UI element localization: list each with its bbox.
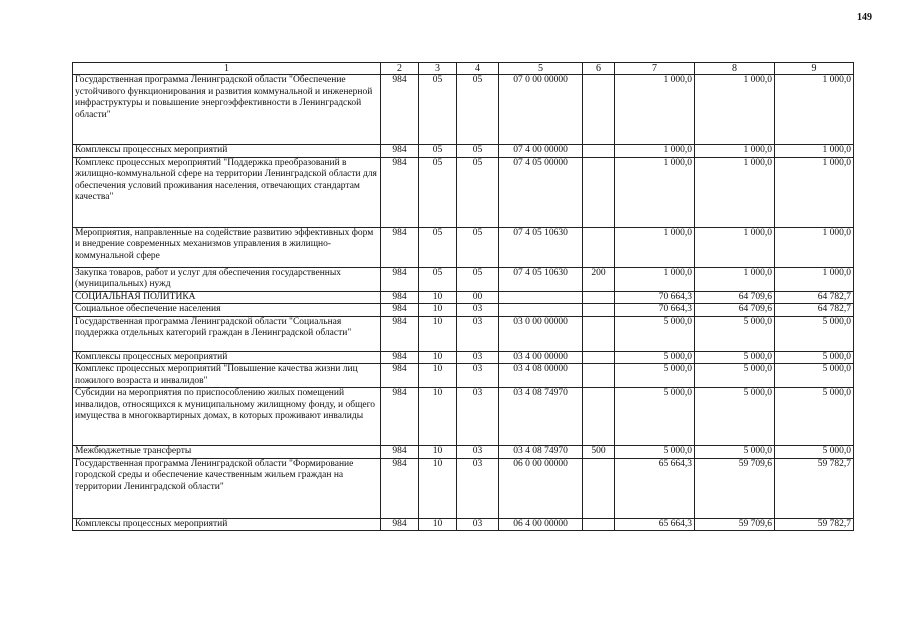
cell-amount-1: 1 000,0: [615, 75, 695, 145]
cell-subsection: 03: [457, 316, 499, 351]
table-row: [73, 267, 854, 291]
cell-section: 10: [419, 388, 457, 446]
cell-subsection: 03: [457, 351, 499, 364]
cell-amount-3: 1 000,0: [775, 157, 854, 227]
cell-amount-3: 5 000,0: [775, 446, 854, 459]
table-row: [73, 291, 854, 304]
cell-section: 05: [419, 75, 457, 145]
table-row: [73, 75, 854, 145]
cell-code: 984: [381, 75, 419, 145]
cell-target-article: [499, 304, 583, 317]
cell-target-article: [499, 291, 583, 304]
cell-code: 984: [381, 458, 419, 518]
cell-amount-1: 5 000,0: [615, 364, 695, 388]
row-name: Закупка товаров, работ и услуг для обеспечения государственных (муниципальных) нужд: [73, 267, 381, 291]
cell-target-article: 07 4 05 00000: [499, 157, 583, 227]
cell-subsection: 00: [457, 291, 499, 304]
cell-amount-1: 70 664,3: [615, 291, 695, 304]
table-row: [73, 227, 854, 267]
cell-expense-type: 200: [583, 267, 615, 291]
cell-code: 984: [381, 316, 419, 351]
cell-amount-3: 59 782,7: [775, 458, 854, 518]
cell-amount-3: 1 000,0: [775, 75, 854, 145]
cell-amount-1: 5 000,0: [615, 316, 695, 351]
cell-amount-2: 64 709,6: [695, 291, 775, 304]
cell-target-article: 06 4 00 00000: [499, 518, 583, 531]
cell-section: 10: [419, 316, 457, 351]
table-row: [73, 458, 854, 518]
cell-subsection: 03: [457, 518, 499, 531]
cell-code: 984: [381, 364, 419, 388]
cell-expense-type: [583, 518, 615, 531]
column-header: 7: [615, 63, 695, 75]
row-name: Комплекс процессных мероприятий "Поддержка преобразований в жилищно-коммунальной сфере на территории Ленинградской области для обеспечения условий проживания населения, отвечающих стандартам качества": [73, 157, 381, 227]
cell-code: 984: [381, 518, 419, 531]
cell-subsection: 05: [457, 267, 499, 291]
cell-code: 984: [381, 446, 419, 459]
column-header: 5: [499, 63, 583, 75]
cell-section: 10: [419, 458, 457, 518]
column-number-row: [73, 63, 854, 75]
cell-section: 05: [419, 145, 457, 158]
cell-amount-1: 1 000,0: [615, 157, 695, 227]
cell-target-article: 03 4 00 00000: [499, 351, 583, 364]
cell-code: 984: [381, 157, 419, 227]
cell-section: 10: [419, 291, 457, 304]
cell-expense-type: [583, 75, 615, 145]
cell-amount-1: 1 000,0: [615, 145, 695, 158]
cell-expense-type: [583, 316, 615, 351]
cell-code: 984: [381, 267, 419, 291]
column-header: 1: [73, 63, 381, 75]
cell-code: 984: [381, 388, 419, 446]
cell-target-article: 07 4 00 00000: [499, 145, 583, 158]
cell-amount-3: 64 782,7: [775, 291, 854, 304]
cell-target-article: 07 0 00 00000: [499, 75, 583, 145]
cell-section: 05: [419, 267, 457, 291]
cell-amount-2: 5 000,0: [695, 446, 775, 459]
column-header: 6: [583, 63, 615, 75]
row-name: Межбюджетные трансферты: [73, 446, 381, 459]
cell-subsection: 05: [457, 145, 499, 158]
cell-amount-2: 59 709,6: [695, 518, 775, 531]
row-name: Мероприятия, направленные на содействие развитию эффективных форм и внедрение современных механизмов управления в жилищно-коммунальной сфере: [73, 227, 381, 267]
cell-amount-2: 1 000,0: [695, 157, 775, 227]
cell-expense-type: [583, 157, 615, 227]
table-row: [73, 364, 854, 388]
cell-amount-2: 59 709,6: [695, 458, 775, 518]
cell-code: 984: [381, 227, 419, 267]
cell-target-article: 07 4 05 10630: [499, 227, 583, 267]
cell-amount-2: 5 000,0: [695, 316, 775, 351]
cell-amount-1: 5 000,0: [615, 388, 695, 446]
cell-subsection: 03: [457, 304, 499, 317]
cell-target-article: 06 0 00 00000: [499, 458, 583, 518]
cell-subsection: 05: [457, 157, 499, 227]
cell-amount-3: 1 000,0: [775, 227, 854, 267]
cell-amount-3: 64 782,7: [775, 304, 854, 317]
table-row: [73, 145, 854, 158]
cell-amount-1: 65 664,3: [615, 518, 695, 531]
cell-section: 05: [419, 157, 457, 227]
row-name: Социальное обеспечение населения: [73, 304, 381, 317]
cell-expense-type: [583, 291, 615, 304]
cell-code: 984: [381, 351, 419, 364]
cell-amount-2: 1 000,0: [695, 267, 775, 291]
cell-expense-type: [583, 227, 615, 267]
cell-amount-3: 1 000,0: [775, 267, 854, 291]
cell-code: 984: [381, 304, 419, 317]
column-header: 3: [419, 63, 457, 75]
table-row: [73, 446, 854, 459]
row-name: СОЦИАЛЬНАЯ ПОЛИТИКА: [73, 291, 381, 304]
column-header: 2: [381, 63, 419, 75]
table-row: [73, 304, 854, 317]
cell-expense-type: 500: [583, 446, 615, 459]
cell-subsection: 05: [457, 227, 499, 267]
cell-amount-3: 59 782,7: [775, 518, 854, 531]
cell-section: 10: [419, 304, 457, 317]
cell-subsection: 03: [457, 388, 499, 446]
cell-target-article: 03 0 00 00000: [499, 316, 583, 351]
cell-section: 10: [419, 364, 457, 388]
cell-amount-3: 5 000,0: [775, 388, 854, 446]
cell-subsection: 05: [457, 75, 499, 145]
cell-target-article: 03 4 08 74970: [499, 446, 583, 459]
row-name: Субсидии на мероприятия по приспособлению жилых помещений инвалидов, относящихся к муниципальному жилищному фонду, и общего имущества в многоквартирных домах, в которых проживают инвалиды: [73, 388, 381, 446]
cell-amount-1: 65 664,3: [615, 458, 695, 518]
cell-section: 05: [419, 227, 457, 267]
cell-subsection: 03: [457, 364, 499, 388]
cell-expense-type: [583, 388, 615, 446]
cell-section: 10: [419, 446, 457, 459]
cell-amount-2: 1 000,0: [695, 145, 775, 158]
column-header: 4: [457, 63, 499, 75]
cell-amount-2: 1 000,0: [695, 75, 775, 145]
cell-amount-2: 5 000,0: [695, 364, 775, 388]
cell-amount-2: 5 000,0: [695, 388, 775, 446]
page-number: 149: [857, 12, 872, 23]
cell-amount-1: 70 664,3: [615, 304, 695, 317]
table-row: [73, 157, 854, 227]
cell-subsection: 03: [457, 446, 499, 459]
cell-expense-type: [583, 458, 615, 518]
cell-amount-1: 1 000,0: [615, 267, 695, 291]
cell-amount-1: 5 000,0: [615, 446, 695, 459]
cell-code: 984: [381, 145, 419, 158]
cell-expense-type: [583, 304, 615, 317]
table-row: [73, 388, 854, 446]
table-row: [73, 518, 854, 531]
column-header: 9: [775, 63, 854, 75]
cell-expense-type: [583, 145, 615, 158]
cell-section: 10: [419, 518, 457, 531]
cell-amount-2: 1 000,0: [695, 227, 775, 267]
cell-amount-2: 5 000,0: [695, 351, 775, 364]
cell-section: 10: [419, 351, 457, 364]
row-name: Государственная программа Ленинградской области "Формирование городской среды и обеспечение качественным жильем граждан на территории Ленинградской области": [73, 458, 381, 518]
cell-amount-3: 5 000,0: [775, 351, 854, 364]
row-name: Комплекс процессных мероприятий "Повышение качества жизни лиц пожилого возраста и инвалидов": [73, 364, 381, 388]
cell-amount-2: 64 709,6: [695, 304, 775, 317]
cell-amount-3: 1 000,0: [775, 145, 854, 158]
cell-target-article: 03 4 08 74970: [499, 388, 583, 446]
row-name: Государственная программа Ленинградской области "Обеспечение устойчивого функционирования и развития коммунальной и инженерной инфраструктуры и повышение энергоэффективности в Ленинградской области": [73, 75, 381, 145]
cell-expense-type: [583, 364, 615, 388]
cell-expense-type: [583, 351, 615, 364]
row-name: Комплексы процессных мероприятий: [73, 145, 381, 158]
cell-target-article: 03 4 08 00000: [499, 364, 583, 388]
cell-amount-3: 5 000,0: [775, 316, 854, 351]
cell-subsection: 03: [457, 458, 499, 518]
column-header: 8: [695, 63, 775, 75]
cell-amount-1: 1 000,0: [615, 227, 695, 267]
cell-target-article: 07 4 05 10630: [499, 267, 583, 291]
cell-code: 984: [381, 291, 419, 304]
cell-amount-3: 5 000,0: [775, 364, 854, 388]
table-row: [73, 351, 854, 364]
row-name: Государственная программа Ленинградской области "Социальная поддержка отдельных категорий граждан в Ленинградской области": [73, 316, 381, 351]
budget-table: [72, 62, 854, 531]
table-row: [73, 316, 854, 351]
row-name: Комплексы процессных мероприятий: [73, 351, 381, 364]
cell-amount-1: 5 000,0: [615, 351, 695, 364]
row-name: Комплексы процессных мероприятий: [73, 518, 381, 531]
